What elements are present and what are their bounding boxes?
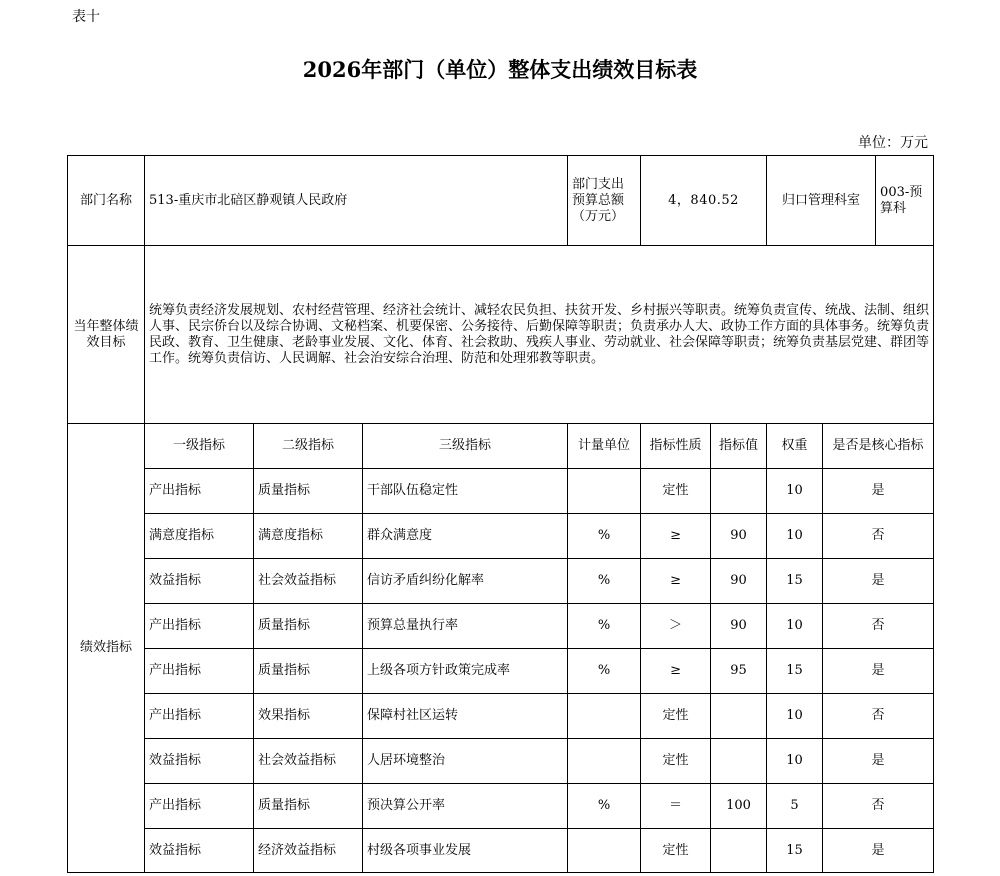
- nature-cell: ≥: [641, 559, 711, 604]
- level3-cell: 干部队伍稳定性: [363, 469, 568, 514]
- level3-cell: 村级各项事业发展: [363, 829, 568, 873]
- core-cell: 否: [823, 604, 934, 649]
- weight-cell: 5: [767, 784, 823, 829]
- level1-cell: 产出指标: [145, 694, 254, 739]
- level3-cell: 群众满意度: [363, 514, 568, 559]
- office-label: 归口管理科室: [767, 156, 876, 245]
- core-cell: 是: [823, 829, 934, 873]
- unit-cell: [568, 739, 641, 784]
- core-cell: 是: [823, 469, 934, 514]
- unit-cell: %: [568, 784, 641, 829]
- level1-cell: 效益指标: [145, 829, 254, 873]
- table-row: [68, 469, 934, 514]
- weight-cell: 10: [767, 694, 823, 739]
- header-core: 是否是核心指标: [823, 424, 934, 469]
- budget-label: 部门支出预算总额（万元）: [568, 156, 641, 246]
- header-level3: 三级指标: [363, 424, 568, 469]
- level3-cell: 预决算公开率: [363, 784, 568, 829]
- nature-cell: 定性: [641, 694, 711, 739]
- weight-cell: 15: [767, 829, 823, 873]
- level2-cell: 效果指标: [254, 694, 363, 739]
- nature-cell: ≥: [641, 649, 711, 694]
- table-row: [68, 739, 934, 784]
- core-cell: 否: [823, 694, 934, 739]
- level1-cell: 产出指标: [145, 784, 254, 829]
- header-unit: 计量单位: [568, 424, 641, 469]
- value-cell: [711, 739, 767, 784]
- table-row: [68, 649, 934, 694]
- indicator-header-row: [68, 424, 934, 469]
- level1-cell: 产出指标: [145, 469, 254, 514]
- table-row: [68, 829, 934, 873]
- unit-cell: [568, 469, 641, 514]
- weight-cell: 10: [767, 514, 823, 559]
- level2-cell: 满意度指标: [254, 514, 363, 559]
- level2-cell: 质量指标: [254, 604, 363, 649]
- nature-cell: ＞: [641, 604, 711, 649]
- header-level2: 二级指标: [254, 424, 363, 469]
- level2-cell: 社会效益指标: [254, 559, 363, 604]
- unit-cell: %: [568, 559, 641, 604]
- level1-cell: 产出指标: [145, 649, 254, 694]
- value-cell: 90: [711, 604, 767, 649]
- value-cell: 90: [711, 514, 767, 559]
- unit-cell: %: [568, 649, 641, 694]
- nature-cell: 定性: [641, 739, 711, 784]
- goal-text: 统筹负责经济发展规划、农村经营管理、经济社会统计、减轻农民负担、扶贫开发、乡村振兴等职责。统筹负责宣传、统战、法制、组织人事、民宗侨台以及综合协调、文秘档案、机要保密、公务接待、后勤保障等职责；负责承办人大、政协工作方面的具体事务。统筹负责民政、教育、卫生健康、老龄事业发展、文化、体育、社会救助、残疾人事业、劳动就业、社会保障等职责；统筹负责基层党建、群团等工作。统筹负责信访、人民调解、社会治安综合治理、防范和处理邪教等职责。: [145, 246, 934, 424]
- value-cell: 100: [711, 784, 767, 829]
- value-cell: 95: [711, 649, 767, 694]
- level3-cell: 信访矛盾纠纷化解率: [363, 559, 568, 604]
- level1-cell: 产出指标: [145, 604, 254, 649]
- dept-name-label: 部门名称: [68, 156, 145, 246]
- value-cell: [711, 829, 767, 873]
- header-nature: 指标性质: [641, 424, 711, 469]
- office-value: 003-预算科: [880, 184, 923, 216]
- weight-cell: 10: [767, 739, 823, 784]
- value-cell: 90: [711, 559, 767, 604]
- level3-cell: 预算总量执行率: [363, 604, 568, 649]
- table-row: [68, 604, 934, 649]
- unit-cell: [568, 829, 641, 873]
- level3-cell: 人居环境整治: [363, 739, 568, 784]
- header-value: 指标值: [711, 424, 767, 469]
- dept-info-row: [68, 156, 934, 246]
- weight-cell: 10: [767, 604, 823, 649]
- unit-cell: %: [568, 604, 641, 649]
- level2-cell: 经济效益指标: [254, 829, 363, 873]
- level3-cell: 保障村社区运转: [363, 694, 568, 739]
- indicators-label: 绩效指标: [68, 424, 145, 873]
- nature-cell: 定性: [641, 829, 711, 873]
- table-row: [68, 784, 934, 829]
- level1-cell: 满意度指标: [145, 514, 254, 559]
- level2-cell: 社会效益指标: [254, 739, 363, 784]
- level1-cell: 效益指标: [145, 559, 254, 604]
- budget-value: 4，840.52: [641, 156, 767, 246]
- value-cell: [711, 469, 767, 514]
- weight-cell: 10: [767, 469, 823, 514]
- core-cell: 是: [823, 739, 934, 784]
- goal-row: [68, 246, 934, 424]
- dept-name-value: 513-重庆市北碚区静观镇人民政府: [145, 156, 568, 246]
- header-level1: 一级指标: [145, 424, 254, 469]
- core-cell: 否: [823, 514, 934, 559]
- unit-cell: %: [568, 514, 641, 559]
- nature-cell: ＝: [641, 784, 711, 829]
- weight-cell: 15: [767, 649, 823, 694]
- table-row: [68, 694, 934, 739]
- table-row: [68, 514, 934, 559]
- unit-label: 单位：万元: [858, 135, 928, 151]
- core-cell: 是: [823, 559, 934, 604]
- level1-cell: 效益指标: [145, 739, 254, 784]
- table-row: [68, 559, 934, 604]
- level2-cell: 质量指标: [254, 649, 363, 694]
- performance-table: [67, 155, 934, 873]
- value-cell: [711, 694, 767, 739]
- core-cell: 否: [823, 784, 934, 829]
- core-cell: 是: [823, 649, 934, 694]
- level2-cell: 质量指标: [254, 784, 363, 829]
- level2-cell: 质量指标: [254, 469, 363, 514]
- header-weight: 权重: [767, 424, 823, 469]
- nature-cell: ≥: [641, 514, 711, 559]
- table-number: 表十: [72, 9, 100, 25]
- level3-cell: 上级各项方针政策完成率: [363, 649, 568, 694]
- weight-cell: 15: [767, 559, 823, 604]
- unit-cell: [568, 694, 641, 739]
- nature-cell: 定性: [641, 469, 711, 514]
- page-title: 2026年部门（单位）整体支出绩效目标表: [302, 57, 698, 82]
- goal-label: 当年整体绩效目标: [68, 246, 145, 424]
